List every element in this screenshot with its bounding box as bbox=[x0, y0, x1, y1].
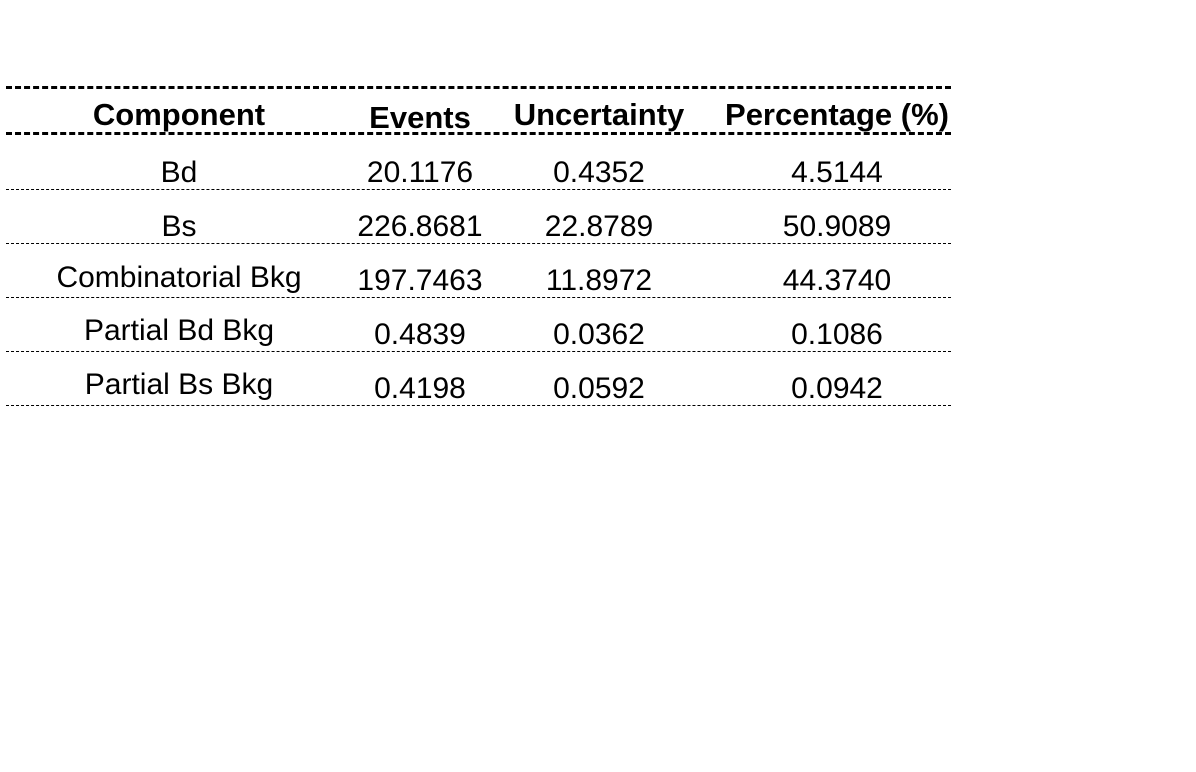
row-rule bbox=[6, 243, 951, 244]
row-partial-bs-component: Partial Bs Bkg bbox=[84, 368, 274, 401]
row-partial-bs-events: 0.4198 bbox=[374, 372, 466, 405]
row-partial-bs-uncertainty: 0.0592 bbox=[553, 372, 645, 405]
row-rule bbox=[6, 297, 951, 298]
header-events: Events bbox=[369, 100, 471, 135]
row-partial-bd-uncertainty: 0.0362 bbox=[553, 318, 645, 351]
row-combinatorial-component: Combinatorial Bkg bbox=[56, 261, 302, 294]
row-rule bbox=[6, 351, 951, 352]
row-combinatorial-uncertainty: 11.8972 bbox=[545, 264, 653, 297]
header-component: Component bbox=[92, 97, 266, 132]
row-combinatorial-events: 197.7463 bbox=[357, 264, 483, 297]
row-bd-uncertainty: 0.4352 bbox=[553, 156, 645, 189]
table-bottom-rule bbox=[6, 405, 951, 406]
row-bs-percentage: 50.9089 bbox=[782, 210, 892, 243]
row-partial-bd-component: Partial Bd Bkg bbox=[83, 314, 275, 347]
table-top-rule bbox=[6, 86, 951, 89]
row-bs-component: Bs bbox=[161, 210, 197, 243]
row-bs-events: 226.8681 bbox=[357, 210, 483, 243]
row-bd-events: 20.1176 bbox=[366, 156, 474, 189]
row-bs-uncertainty: 22.8789 bbox=[544, 210, 654, 243]
row-rule bbox=[6, 189, 951, 190]
header-bottom-rule bbox=[6, 132, 951, 135]
row-partial-bd-events: 0.4839 bbox=[374, 318, 466, 351]
row-bd-percentage: 4.5144 bbox=[791, 156, 883, 189]
header-uncertainty: Uncertainty bbox=[513, 97, 685, 132]
row-bd-component: Bd bbox=[160, 156, 198, 189]
row-partial-bd-percentage: 0.1086 bbox=[791, 318, 883, 351]
row-combinatorial-percentage: 44.3740 bbox=[782, 264, 892, 297]
row-partial-bs-percentage: 0.0942 bbox=[791, 372, 883, 405]
header-percentage: Percentage (%) bbox=[725, 97, 949, 132]
